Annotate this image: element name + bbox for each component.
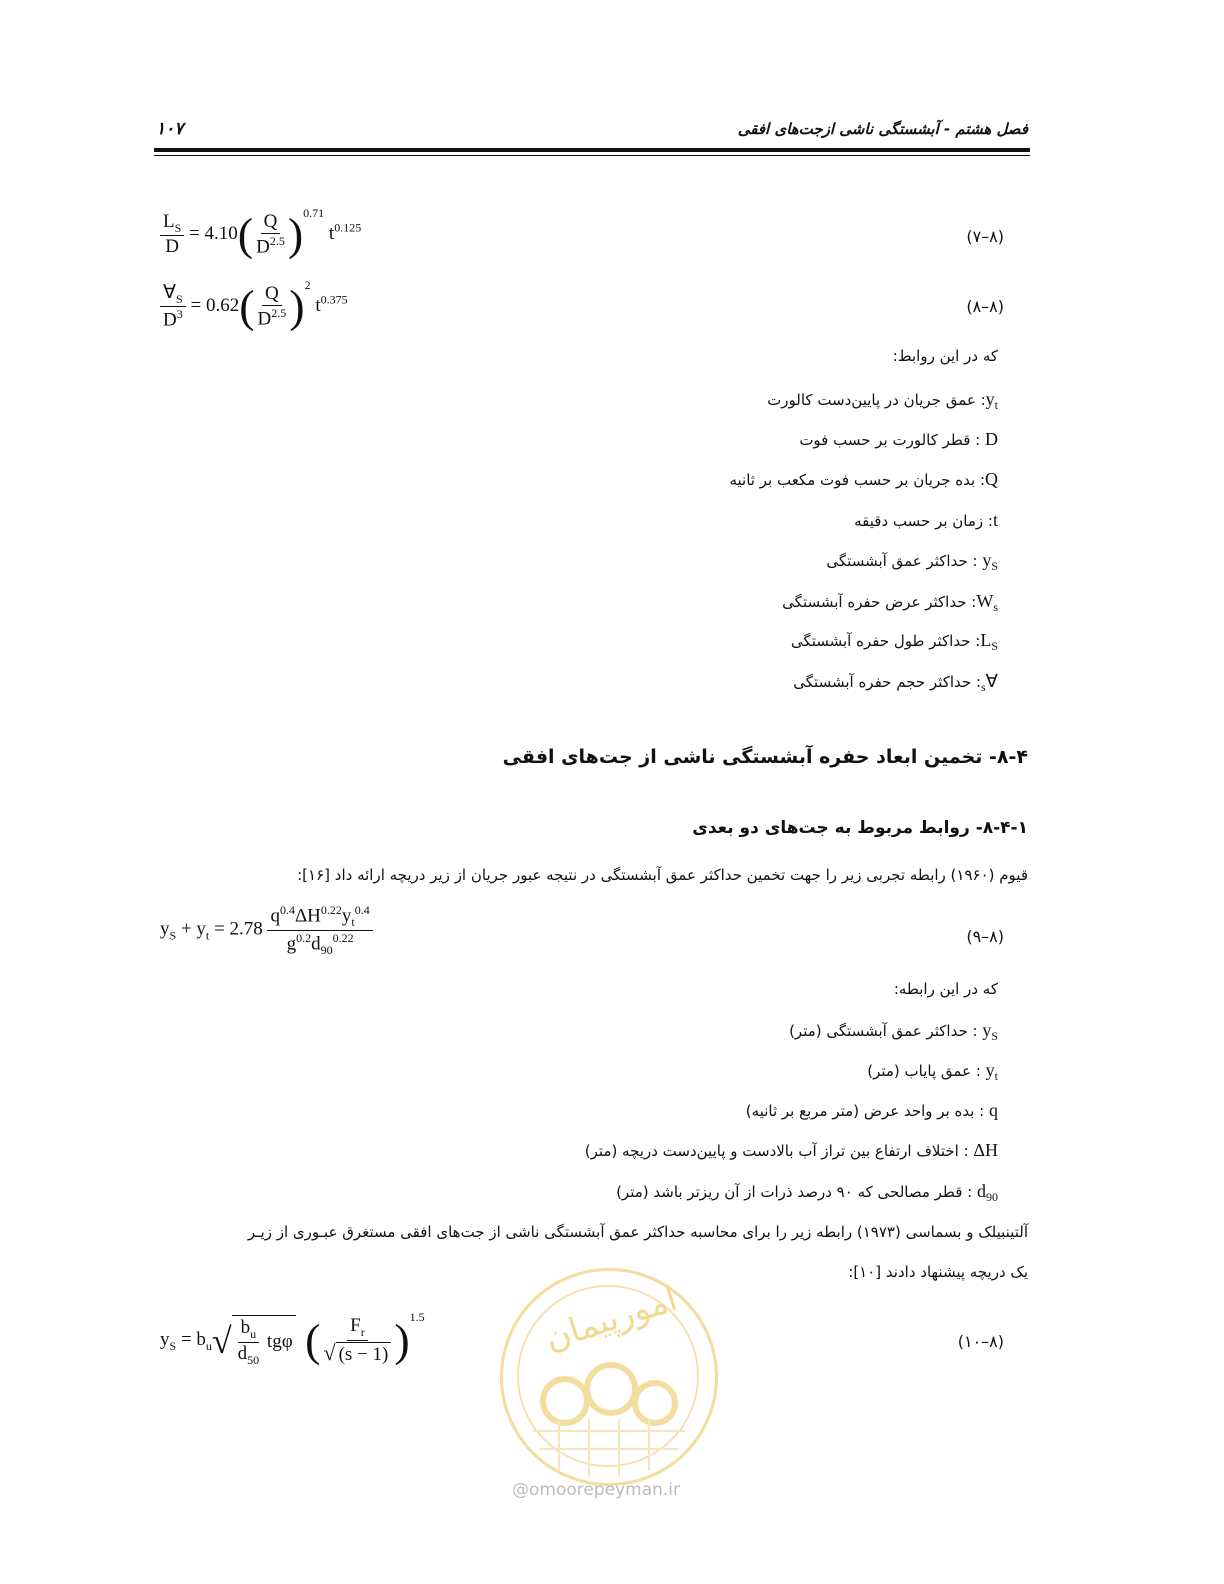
equation-10-8: $y_S = b_u$ √ $\frac{b_u}{d_{50}}$ tgφ ( $F_r$ √ (s − 1) )$^{1.5}$ bbox=[160, 1310, 425, 1367]
watermark-logo bbox=[500, 1268, 718, 1486]
equation-number-9-8: (۹–۸) bbox=[966, 927, 1004, 946]
definition-item: $y_S$ : حداکثر عمق آبشستگی bbox=[826, 550, 998, 573]
equation-number-8-8: (۸–۸) bbox=[966, 297, 1004, 316]
definition-item: t: زمان بر حسب دقیقه bbox=[854, 510, 998, 530]
definition-item: D : قطر کالورت بر حسب فوت bbox=[799, 429, 998, 449]
paragraph-altinbilek-line1: آلتینبیلک و بسماسی (۱۹۷۳) رابطه زیر را برای محاسبه حداکثر عمق آبشستگی ناشی از جت‌های افقی مستغرق عبـوری از زیـر bbox=[247, 1223, 1028, 1241]
chapter-title: فصل هشتم - آبشستگی ناشی ازجت‌های افقی bbox=[737, 120, 1028, 138]
definition-item: $y_t$ : عمق پایاب (متر) bbox=[867, 1060, 998, 1083]
subsection-heading: ۸-۴-۱- روابط مربوط به جت‌های دو بعدی bbox=[692, 818, 1028, 838]
definition-item: $W_s$: حداکثر عرض حفره آبشستگی bbox=[782, 591, 998, 614]
definition-item: ΔH : اختلاف ارتفاع بین تراز آب بالادست و پایین‌دست دریچه (متر) bbox=[584, 1140, 998, 1160]
paragraph-qayyum: قیوم (۱۹۶۰) رابطه تجربی زیر را جهت تخمین حداکثر عمق آبشستگی در نتیجه عبور جریان از زیر دریچه ارائه داد [۱۶]: bbox=[297, 866, 1028, 884]
definition-item: $y_t$: عمق جریان در پایین‌دست کالورت bbox=[767, 389, 998, 412]
equation-8-8: $\frac{\forall_S}{D^3}$ = 0.62( $\frac{Q}{D^{2.5}}$ )$^2$ $t^{0.375}$ bbox=[160, 278, 348, 330]
definition-item: $y_S$ : حداکثر عمق آبشستگی (متر) bbox=[789, 1020, 998, 1043]
definition-item: $\forall_s$: حداکثر حجم حفره آبشستگی bbox=[793, 671, 998, 694]
header-rule-thin bbox=[154, 155, 1030, 156]
equation-7-8: $\frac{L_S}{D}$ = 4.10( $\frac{Q}{D^{2.5}}$ )$^{0.71}$ $t^{0.125}$ bbox=[160, 206, 361, 258]
definition-item: q : بده بر واحد عرض (متر مربع بر ثانیه) bbox=[745, 1100, 998, 1120]
paragraph-altinbilek-line2: یک دریچه پیشنهاد دادند [۱۰]: bbox=[848, 1263, 1028, 1281]
equation-number-7-8: (۷–۸) bbox=[966, 227, 1004, 246]
header-rule-thick bbox=[154, 148, 1030, 152]
definitions-intro-1: که در این روابط: bbox=[892, 347, 998, 365]
equation-number-10-8: (۱۰–۸) bbox=[957, 1332, 1004, 1351]
equation-9-8: $y_S + y_t = 2.78$ $\frac{q^{0.4}\Delta H^{0.22}y_t^{0.4}}{g^{0.2}d_{90}^{0.22}}$ bbox=[160, 904, 373, 956]
definition-item: $L_S$: حداکثر طول حفره آبشستگی bbox=[790, 630, 998, 653]
section-heading: ۸-۴- تخمین ابعاد حفره آبشستگی ناشی از جت‌های افقی bbox=[502, 746, 1028, 768]
definitions-intro-2: که در این رابطه: bbox=[893, 980, 998, 998]
watermark-logo-text: امورپیمان bbox=[540, 1278, 683, 1360]
definition-item: Q: بده جریان بر حسب فوت مکعب بر ثانیه bbox=[729, 469, 998, 489]
definition-item: $d_{90}$ : قطر مصالحی که ۹۰ درصد ذرات از آن ریزتر باشد (متر) bbox=[616, 1181, 998, 1204]
watermark-url: @omoorepeyman.ir bbox=[512, 1480, 681, 1500]
page-number: ۱۰۷ bbox=[156, 119, 184, 139]
